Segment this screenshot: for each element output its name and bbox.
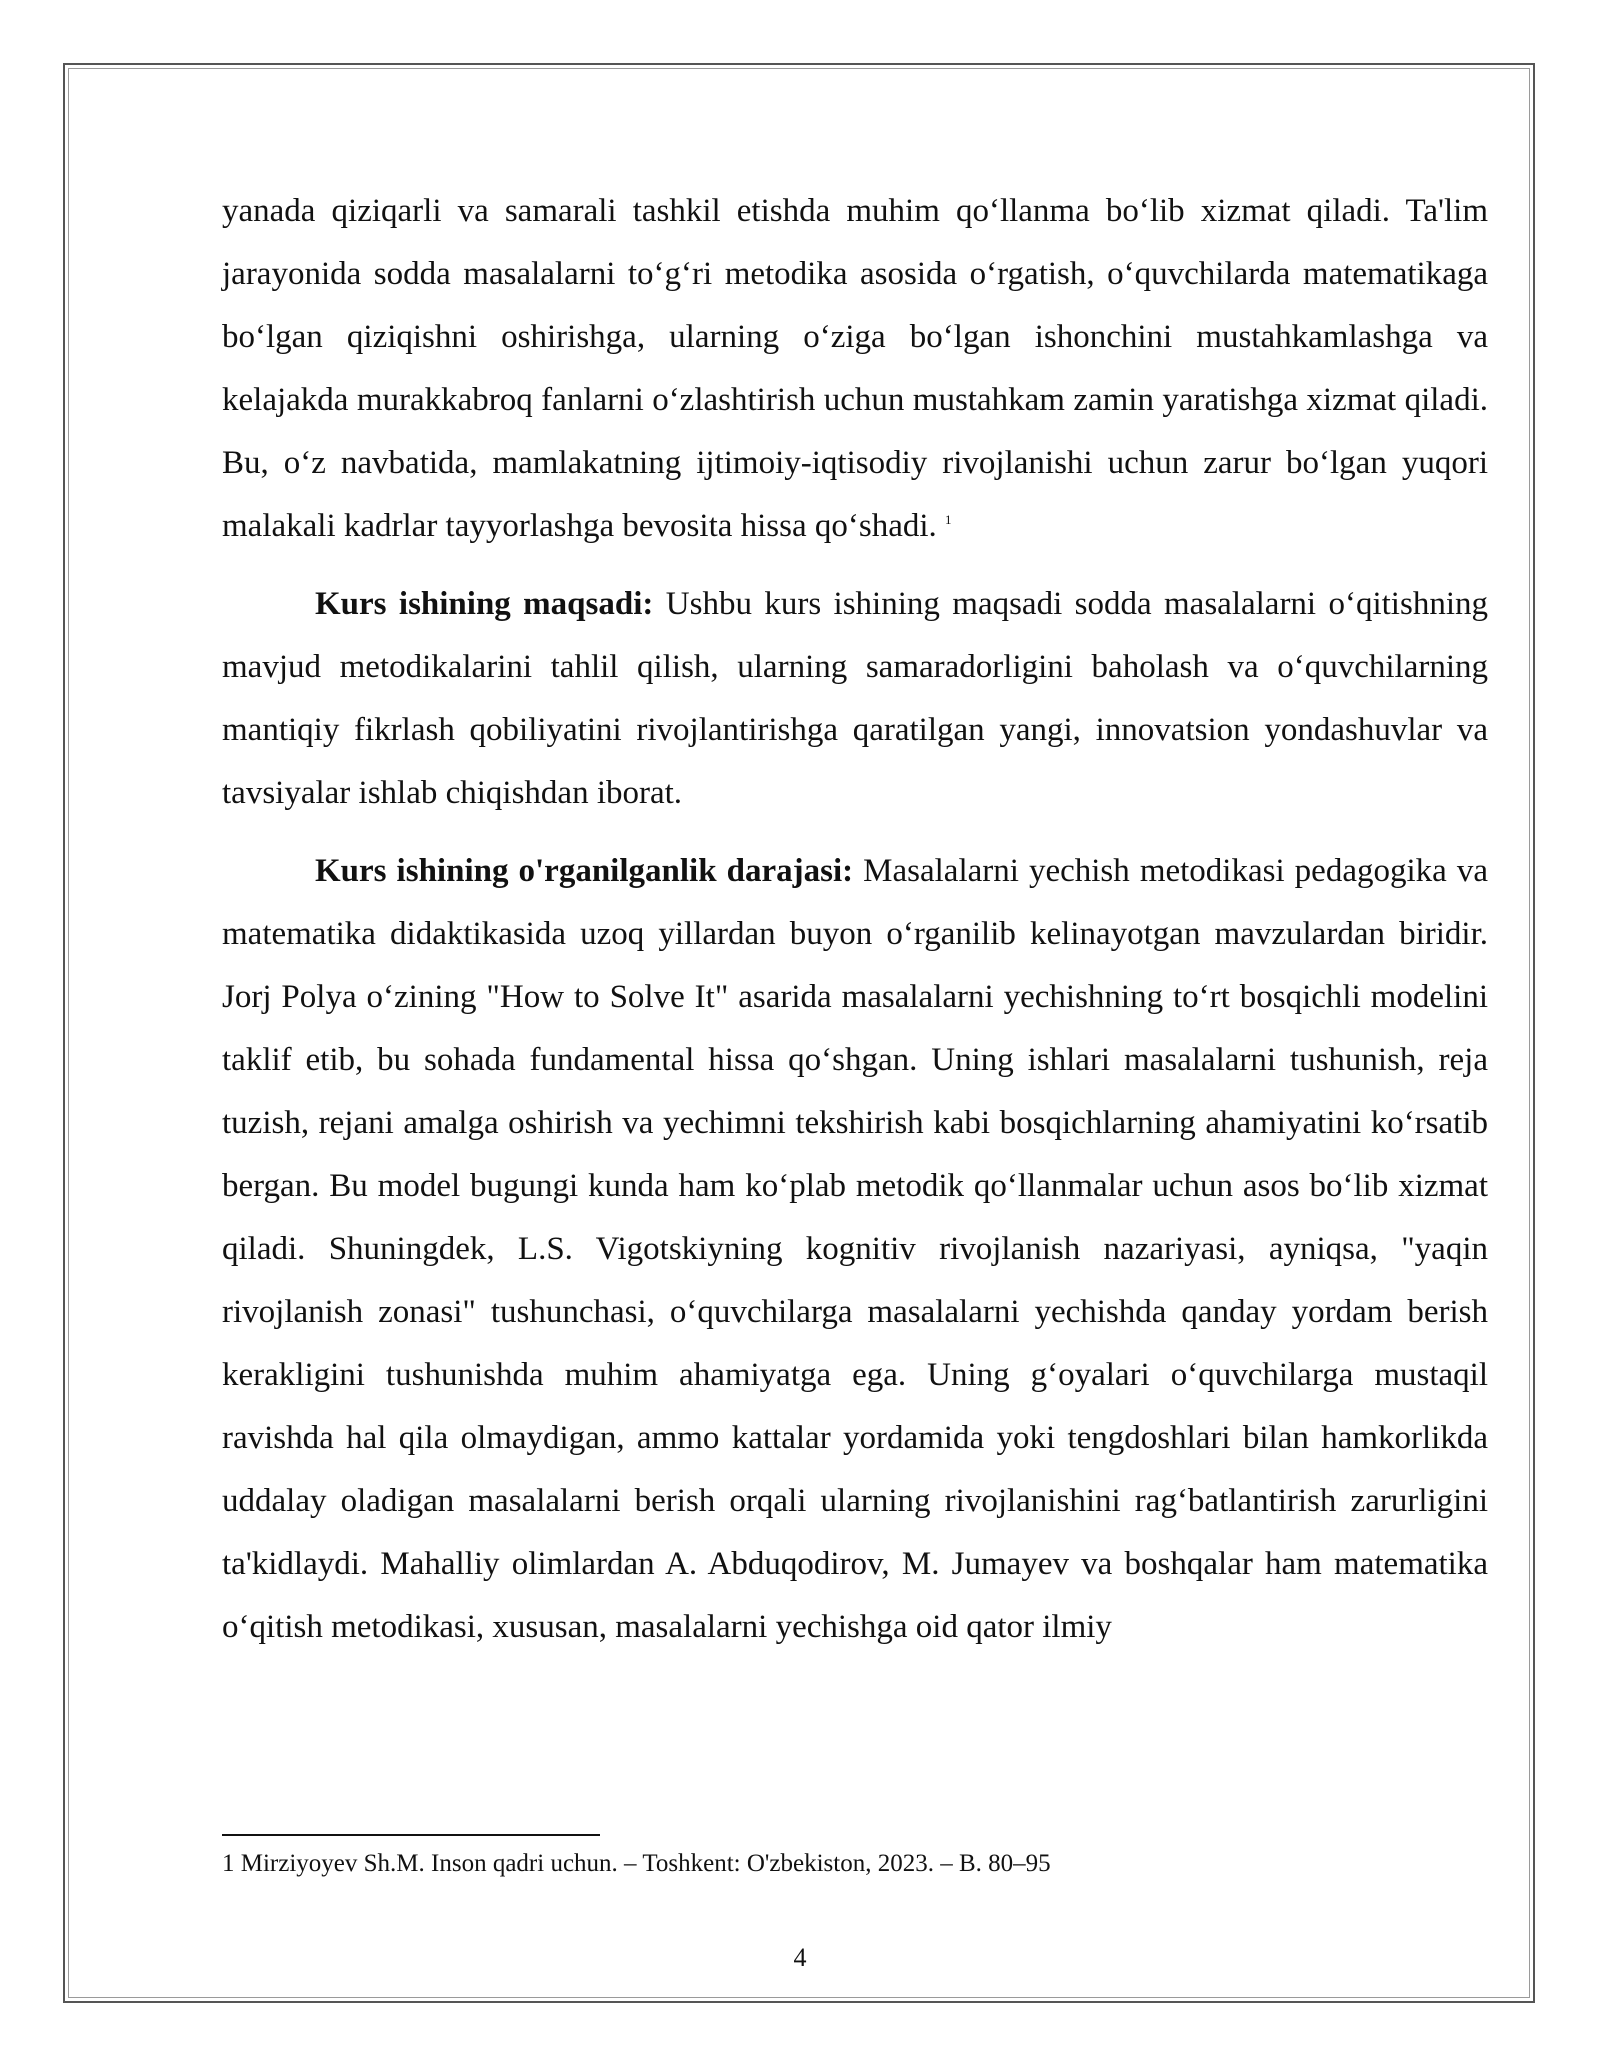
paragraph-text: Masalalarni yechish metodikasi pedagogika va matematika didaktikasida uzoq yillardan buyon oʻrganilib kelinayotgan mavzulardan biridir. Jorj Polya oʻzining "How to Solve It" asarida masalalarni yechishning toʻrt bosqichli modelini taklif etib, bu sohada fundamental hissa qoʻshgan. Uning ishlari masalalarni tushunish, reja tuzish, rejani amalga oshirish va yechimni tekshirish kabi bosqichlarning ahamiyatini koʻrsatib bergan. Bu model bugungi kunda ham koʻplab metodik qoʻllanmalar uchun asos boʻlib xizmat qiladi. Shuningdek, L.S. Vigotskiyning kognitiv rivojlanish nazariyasi, ayniqsa, "yaqin rivojlanish zonasi" tushunchasi, oʻquvchilarga masalalarni yechishda qanday yordam berish kerakligini tushunishda muhim ahamiyatga ega. Uning gʻoyalari oʻquvchilarga mustaqil ravishda hal qila olmaydigan, ammo kattalar yordamida yoki tengdoshlari bilan hamkorlikda uddalay oladigan masalalarni berish orqali ularning rivojlanishini ragʻbatlantirish zarurligini ta'kidlaydi. Mahalliy olimlardan A. Abduqodirov, M. Jumayev va boshqalar ham matematika oʻqitish metodikasi, xususan, masalalarni yechishga oid qator ilmiy [222, 853, 1488, 1645]
footnote-reference: 1 [945, 512, 952, 527]
paragraph-text: yanada qiziqarli va samarali tashkil etishda muhim qoʻllanma boʻlib xizmat qiladi. Ta'lim jarayonida sodda masalalarni toʻgʻri metodika asosida oʻrgatish, oʻquvchilarda matematikaga boʻlgan qiziqishni oshirishga, ularning oʻziga boʻlgan ishonchini mustahkamlashga va kelajakda murakkabroq fanlarni oʻzlashtirish uchun mustahkam zamin yaratishga xizmat qiladi. Bu, oʻz navbatida, mamlakatning ijtimoiy-iqtisodiy rivojlanishi uchun zarur boʻlgan yuqori malakali kadrlar tayyorlashga bevosita hissa qoʻshadi. [222, 193, 1488, 544]
document-body [222, 180, 1488, 1659]
paragraph-text: Ushbu kurs ishining maqsadi sodda masalalarni oʻqitishning mavjud metodikalarini tahlil qilish, ularning samaradorligini baholash va oʻquvchilarning mantiqiy fikrlash qobiliyatini rivojlantirishga qaratilgan yangi, innovatsion yondashuvlar va tavsiyalar ishlab chiqishdan iborat. [222, 586, 1488, 811]
page-number: 4 [793, 1943, 807, 1972]
footnote: 1 Mirziyoyev Sh.M. Inson qadri uchun. – Toshkent: O'zbekiston, 2023. – B. 80–95 [222, 1850, 1051, 1877]
paragraph-intro-continuation [222, 180, 1488, 558]
footnote-separator [222, 1834, 600, 1836]
paragraph-course-goal [222, 573, 1488, 825]
paragraph-study-level [222, 840, 1488, 1659]
section-heading-study-level: Kurs ishining o'rganilganlik darajasi: [315, 853, 854, 889]
section-heading-goal: Kurs ishining maqsadi: [315, 586, 654, 622]
